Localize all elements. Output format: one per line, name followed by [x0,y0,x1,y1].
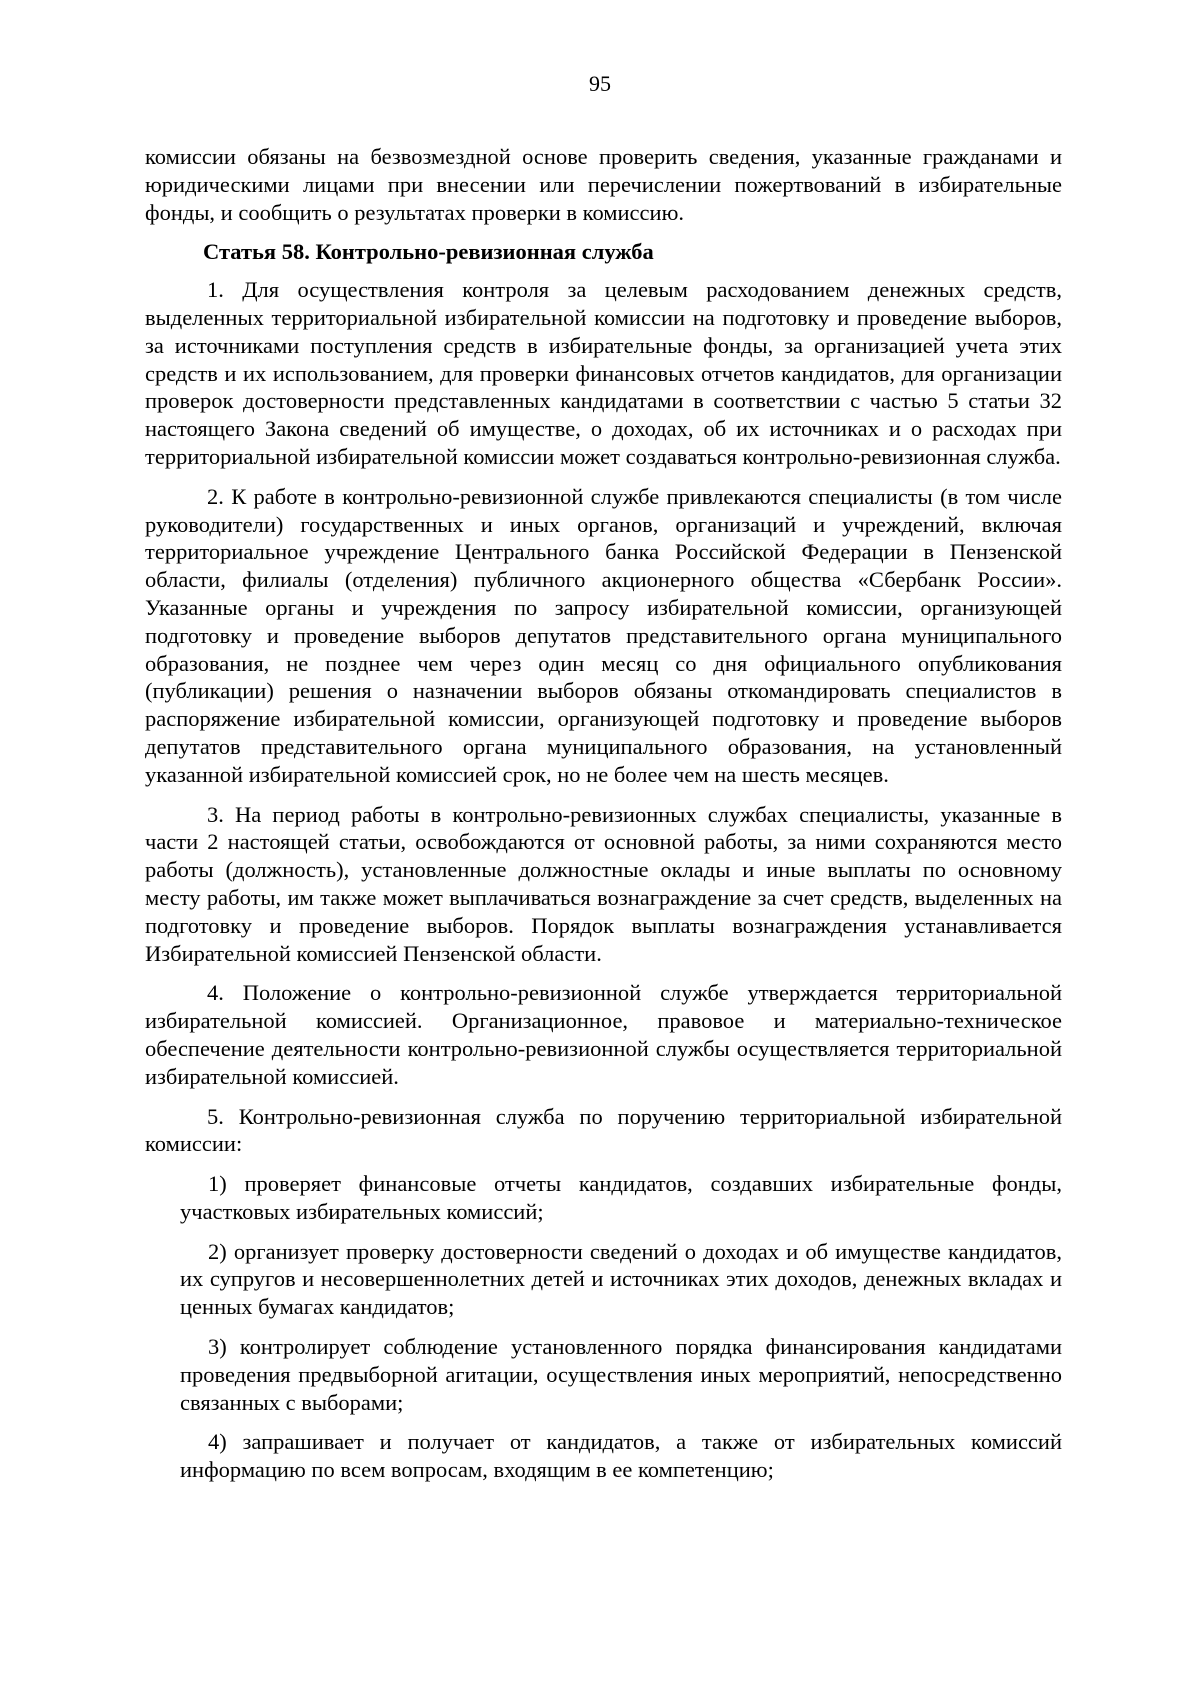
paragraph-3: 3. На период работы в контрольно-ревизионных службах специалисты, указанные в части 2 настоящей статьи, освобождаются от основной работы, за ними сохраняются место работы (должность), установленные должностные оклады и иные выплаты по основному месту работы, им также может выплачиваться вознаграждение за счет средств, выделенных на подготовку и проведение выборов. Порядок выплаты вознаграждения устанавливается Избирательной комиссией Пензенской области. [145,801,1062,966]
intro-paragraph: комиссии обязаны на безвозмездной основе проверить сведения, указанные гражданами и юридическими лицами при внесении или перечислении пожертвований в избирательные фонды, и сообщить о результатах проверки в комиссию. [145,144,1062,225]
subitem-2: 2) организует проверку достоверности сведений о доходах и об имуществе кандидатов, их супругов и несовершеннолетних детей и источниках этих доходов, денежных вкладах и ценных бумагах кандидатов; [180,1238,1062,1320]
paragraph-2: 2. К работе в контрольно-ревизионной службе привлекаются специалисты (в том числе руководители) государственных и иных органов, организаций и учреждений, включая территориальное учреждение Центрального банка Российской Федерации в Пензенской области, филиалы (отделения) публичного акционерного общества «Сбербанк России». Указанные органы и учреждения по запросу избирательной комиссии, организующей подготовку и проведение выборов депутатов представительного органа муниципального образования, не позднее чем через один месяц со дня официального опубликования (публикации) решения о назначении выборов обязаны откомандировать специалистов в распоряжение избирательной комиссии, организующей подготовку и проведение выборов депутатов представительного органа муниципального образования, на установленный указанной избирательной комиссией срок, но не более чем на шесть месяцев. [145,483,1062,787]
subitem-1: 1) проверяет финансовые отчеты кандидатов, создавших избирательные фонды, участковых избирательных комиссий; [180,1171,1062,1224]
subitem-4: 4) запрашивает и получает от кандидатов, а также от избирательных комиссий информацию по всем вопросам, входящим в ее компетенцию; [180,1429,1062,1483]
paragraph-1: 1. Для осуществления контроля за целевым расходованием денежных средств, выделенных территориальной избирательной комиссии на подготовку и проведение выборов, за источниками поступления средств в избирательные фонды, за организацией учета этих средств и их использованием, для проверки финансовых отчетов кандидатов, для организации проверок достоверности представленных кандидатами в соответствии с частью 5 статьи 32 настоящего Закона сведений об имуществе, о доходах, об их источниках и о расходах при территориальной избирательной комиссии может создаваться контрольно-ревизионная служба. [145,277,1062,469]
paragraph-5: 5. Контрольно-ревизионная служба по поручению территориальной избирательной комиссии: [145,1103,1062,1157]
subitem-3: 3) контролирует соблюдение установленного порядка финансирования кандидатами проведения предвыборной агитации, осуществления иных мероприятий, непосредственно связанных с выборами; [180,1334,1062,1415]
document-body [145,143,1062,1496]
page-number: 95 [589,71,611,96]
article-heading: Статья 58. Контрольно-ревизионная служба [203,239,654,265]
paragraph-4: 4. Положение о контрольно-ревизионной службе утверждается территориальной избирательной комиссией. Организационное, правовое и материально-техническое обеспечение деятельности контрольно-ревизионной службы осуществляется территориальной избирательной комиссией. [145,980,1062,1089]
